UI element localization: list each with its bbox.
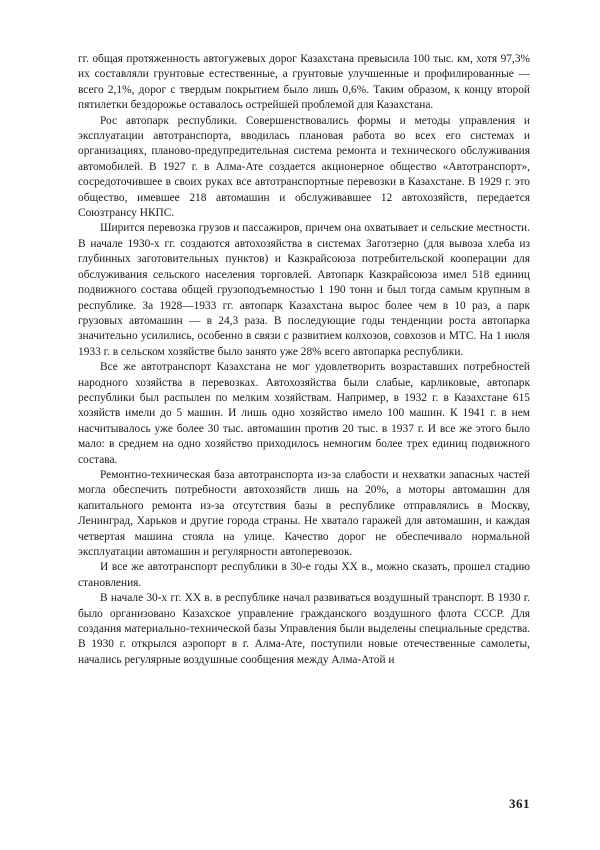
book-page bbox=[78, 52, 530, 822]
page-number: 361 bbox=[509, 796, 530, 811]
paragraph-continuation: гг. общая протяженность автогужевых дорог Казахстана превысила 100 тыс. км, хотя 97,3% их составляли грунтовые естественные, а грунтовые улучшенные и профилированные — всего 2,1%, дорог с твердым покрытием было лишь 0,6%. Таким образом, к концу второй пятилетки бездорожье оставалось острейшей проблемой для Казахстана. bbox=[78, 53, 530, 112]
page-body bbox=[78, 52, 530, 668]
paragraph-autopark-growth: Рос автопарк республики. Совершенствовались формы и методы управления и эксплуатации автотранспорта, вводилась плановая работа во всех его системах и организациях, планово-предупредительная система ремонта и технического обслуживания автомобилей. В 1927 г. в Алма-Ате создается акционерное общество «Автотранспорт», сосредоточившее в своих руках все автотранспортные перевозки в Казахстане. В 1929 г. это общество, имевшее 218 автомашин и обслуживавшее 12 автохозяйств, передается Союзтрансу НКПС. bbox=[78, 114, 530, 220]
paragraph-conclusion: И все же автотранспорт республики в 30-е годы XX в., можно сказать, прошел стадию становления. bbox=[78, 561, 530, 589]
paragraph-repair-base: Ремонтно-техническая база автотранспорта из-за слабости и нехватки запасных частей могла обеспечить потребности автохозяйств лишь на 20%, а моторы автомашин для капитального ремонта из-за отсутствия базы в республике отправлялись в Москву, Ленинград, Харьков и другие города страны. Не хватало гаражей для автомашин, и каждая четвертая машина стояла на улице. Качество дорог не обеспечивало нормальной эксплуатации автомашин и регулярности автоперевозок. bbox=[78, 468, 530, 558]
paragraph-air-transport: В начале 30-х гг. XX в. в республике начал развиваться воздушный транспорт. В 1930 г. было организовано Казахское управление гражданского воздушного флота СССР. Для создания материально-технической базы Управления были выделены специальные средства. В 1930 г. открылся аэропорт в г. Алма-Ате, поступили новые отечественные самолеты, начались регулярные воздушные сообщения между Алма-Атой и bbox=[78, 592, 530, 666]
paragraph-freight-expansion: Ширится перевозка грузов и пассажиров, причем она охватывает и сельские местности. В начале 1930-х гг. создаются автохозяйства в системах Заготзерно (для вывоза хлеба из глубинных заготовительных пунктов) и Казкрайсоюза потребительской кооперации для обслуживания сельского населения торговлей. Автопарк Казкрайсоюза имел 518 единиц подвижного состава общей грузоподъемностью 1 190 тонн и был тогда самым крупным в республике. За 1928—1933 гг. автопарк Казахстана вырос более чем в 10 раз, а парк грузовых автомашин — в 24,3 раза. В последующие годы тенденции роста автопарка значительно усилились, особенно в связи с развитием колхозов, совхозов и МТС. На 1 июля 1933 г. в сельском хозяйстве было занято уже 28% всего автопарка республики. bbox=[78, 222, 530, 358]
paragraph-unmet-needs: Все же автотранспорт Казахстана не мог удовлетворить возраставших потребностей народного хозяйства в перевозках. Автохозяйства были слабые, карликовые, автопарк республики был распылен по мелким хозяйствам. Например, в 1932 г. в Казахстане 615 хозяйств имели до 5 машин. И лишь одно хозяйство имело 100 машин. К 1941 г. в нем насчитывалось уже более 30 тыс. автомашин против 20 тыс. в 1937 г. И все же этого было мало: в среднем на одно хозяйство приходилось немногим более трех единиц подвижного состава. bbox=[78, 361, 530, 466]
